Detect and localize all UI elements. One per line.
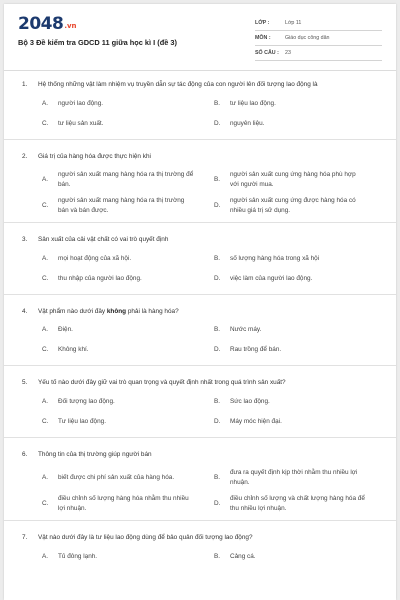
answer-option[interactable] xyxy=(42,468,214,488)
option-letter: C. xyxy=(42,346,49,353)
option-letter: B. xyxy=(214,552,221,560)
question-number: 2. xyxy=(22,152,28,160)
question-stem xyxy=(4,80,396,91)
question xyxy=(4,152,396,224)
option-letter: B. xyxy=(214,176,221,183)
option-letter: D. xyxy=(214,274,221,282)
question-text: Hệ thống những vật làm nhiệm vụ truyền dẫn sự tác động của con người lên đối tượng lao động là xyxy=(38,81,318,88)
meta-value: 23 xyxy=(285,50,291,56)
question xyxy=(4,378,396,438)
option-text: Đối tượng lao động. xyxy=(58,397,115,405)
question-number: 6. xyxy=(22,450,28,458)
option-letter: C. xyxy=(42,119,49,127)
question-divider xyxy=(4,222,396,223)
question xyxy=(4,80,396,140)
option-letter: A. xyxy=(42,552,49,560)
option-letter: D. xyxy=(214,346,221,353)
answer-options xyxy=(4,325,396,365)
option-letter: A. xyxy=(42,176,49,183)
question-text: Thông tin của thị trường giúp người bán xyxy=(38,450,152,458)
option-text: Máy móc hiện đại. xyxy=(230,417,282,425)
question-divider xyxy=(4,520,396,521)
answer-option[interactable] xyxy=(42,170,214,190)
option-letter: B. xyxy=(214,397,221,405)
question-divider xyxy=(4,294,396,295)
answer-option[interactable] xyxy=(214,99,386,109)
option-letter: A. xyxy=(42,397,49,405)
option-text: tư liệu sản xuất. xyxy=(58,119,104,127)
option-letter: B. xyxy=(214,326,221,333)
question-divider xyxy=(4,365,396,366)
meta-row-subject xyxy=(255,31,382,46)
option-text: Tư liệu lao động. xyxy=(58,417,106,425)
option-text: Nước máy. xyxy=(230,326,262,333)
option-text: việc làm của người lao động. xyxy=(230,274,313,282)
question-stem xyxy=(4,533,396,544)
answer-option[interactable] xyxy=(42,274,214,284)
question-text: Vật nào dưới đây là tư liệu lao động dùng để bảo quản đối tượng lao động? xyxy=(38,534,253,541)
header xyxy=(4,4,396,70)
logo-main: 2048 xyxy=(18,14,64,34)
answer-option[interactable] xyxy=(214,196,386,216)
question-stem xyxy=(4,450,396,461)
question-text: Vật phẩm nào dưới đây xyxy=(38,307,107,315)
answer-options xyxy=(4,254,396,294)
answer-option[interactable] xyxy=(214,494,386,514)
question-divider xyxy=(4,139,396,140)
answer-option[interactable] xyxy=(42,254,214,264)
worksheet-page xyxy=(4,4,396,600)
answer-option[interactable] xyxy=(214,552,386,562)
answer-options xyxy=(4,170,396,222)
option-text: đưa ra quyết định kịp thời nhằm thu nhiều lợi nhuận. xyxy=(230,469,358,486)
option-text: người sản xuất mang hàng hóa ra thị trường để bán. xyxy=(58,171,194,188)
answer-option[interactable] xyxy=(42,397,214,407)
option-text: Sức lao động. xyxy=(230,397,270,405)
question-number: 7. xyxy=(22,534,28,541)
answer-option[interactable] xyxy=(42,552,214,562)
question-text: Giá trị của hàng hóa được thực hiện khi xyxy=(38,152,151,160)
answer-option[interactable] xyxy=(214,119,386,129)
option-text: Không khí. xyxy=(58,346,89,353)
option-text: Tủ đông lạnh. xyxy=(58,552,98,560)
option-letter: A. xyxy=(42,474,49,481)
option-text: Rau trồng để bán. xyxy=(230,346,282,353)
question xyxy=(4,235,396,295)
question xyxy=(4,450,396,522)
option-text: người sản xuất mang hàng hóa ra thị trường bán và bán được. xyxy=(58,197,185,214)
option-text: biết được chi phí sản xuất của hàng hóa. xyxy=(58,474,175,481)
question-text-end: phải là hàng hóa? xyxy=(126,307,179,315)
answer-option[interactable] xyxy=(214,345,386,355)
answer-option[interactable] xyxy=(42,417,214,427)
option-text: người sản xuất cung ứng được hàng hóa có nhiều giá trị sử dụng. xyxy=(230,197,356,214)
header-divider xyxy=(4,70,396,71)
question-text: Yếu tố nào dưới đây giữ vai trò quan trọng và quyết định nhất trong quá trình sản xuất? xyxy=(38,379,286,386)
answer-options xyxy=(4,552,396,572)
answer-options xyxy=(4,99,396,139)
answer-option[interactable] xyxy=(214,417,386,427)
answer-option[interactable] xyxy=(42,99,214,109)
option-letter: C. xyxy=(42,500,49,507)
question-number: 3. xyxy=(22,236,28,243)
meta-row-count xyxy=(255,46,382,61)
question-divider xyxy=(4,437,396,438)
option-letter: B. xyxy=(214,254,221,262)
answer-option[interactable] xyxy=(42,119,214,129)
site-logo[interactable] xyxy=(18,14,77,34)
option-text: người sản xuất cung ứng hàng hóa phù hợp với người mua. xyxy=(230,171,356,188)
option-letter: C. xyxy=(42,417,49,425)
answer-options xyxy=(4,468,396,520)
answer-option[interactable] xyxy=(42,196,214,216)
option-letter: B. xyxy=(214,474,221,481)
meta-value: Lớp 11 xyxy=(285,20,302,26)
question xyxy=(4,307,396,367)
option-letter: D. xyxy=(214,119,221,127)
meta-key: LỚP : xyxy=(255,20,270,26)
option-letter: D. xyxy=(214,500,221,507)
answer-option[interactable] xyxy=(214,397,386,407)
option-text: Cảng cá. xyxy=(230,552,256,560)
option-text: thu nhập của người lao động. xyxy=(58,274,142,282)
option-letter: C. xyxy=(42,274,49,282)
question-number: 1. xyxy=(22,81,28,88)
option-letter: A. xyxy=(42,99,49,107)
answer-option[interactable] xyxy=(214,468,386,488)
question-stem xyxy=(4,378,396,389)
option-text: điều chỉnh số lượng hàng hóa nhằm thu nhiều lợi nhuận. xyxy=(58,495,189,512)
question-stem xyxy=(4,307,396,318)
meta-key: MÔN : xyxy=(255,35,271,41)
answer-options xyxy=(4,397,396,437)
option-letter: D. xyxy=(214,417,221,425)
option-letter: A. xyxy=(42,254,49,262)
logo-tld: .vn xyxy=(64,22,77,30)
question-number: 4. xyxy=(22,307,28,315)
document-title: Bộ 3 Đề kiểm tra GDCD 11 giữa học kì I (đề 3) xyxy=(18,38,177,47)
question-list xyxy=(4,80,396,572)
answer-option[interactable] xyxy=(42,345,214,355)
option-text: tư liệu lao động. xyxy=(230,99,276,107)
question-text: Sản xuất của cải vật chất có vai trò quyết định xyxy=(38,236,169,243)
question-text-emphasis: không xyxy=(106,307,127,315)
option-text: điều chỉnh số lượng và chất lượng hàng hóa để thu nhiều lợi nhuận. xyxy=(230,495,365,512)
question xyxy=(4,533,396,572)
option-text: người lao động. xyxy=(58,99,104,107)
question-stem xyxy=(4,235,396,246)
option-letter: C. xyxy=(42,202,49,209)
meta-key: SỐ CÂU : xyxy=(255,50,279,56)
answer-option[interactable] xyxy=(42,494,214,514)
answer-option[interactable] xyxy=(214,325,386,335)
option-text: số lượng hàng hóa trong xã hội xyxy=(230,254,320,262)
option-letter: B. xyxy=(214,99,221,107)
question-number: 5. xyxy=(22,379,28,386)
answer-option[interactable] xyxy=(214,274,386,284)
answer-option[interactable] xyxy=(42,325,214,335)
option-text: nguyên liệu. xyxy=(230,119,265,127)
option-letter: A. xyxy=(42,326,49,333)
answer-option[interactable] xyxy=(214,254,386,264)
meta-row-class xyxy=(255,16,382,31)
option-text: Điện. xyxy=(58,326,73,333)
answer-option[interactable] xyxy=(214,170,386,190)
option-text: mọi hoạt động của xã hội. xyxy=(58,254,132,262)
question-stem xyxy=(4,152,396,163)
meta-table xyxy=(255,16,382,61)
option-letter: D. xyxy=(214,202,221,209)
meta-value: Giáo dục công dân xyxy=(285,35,330,41)
